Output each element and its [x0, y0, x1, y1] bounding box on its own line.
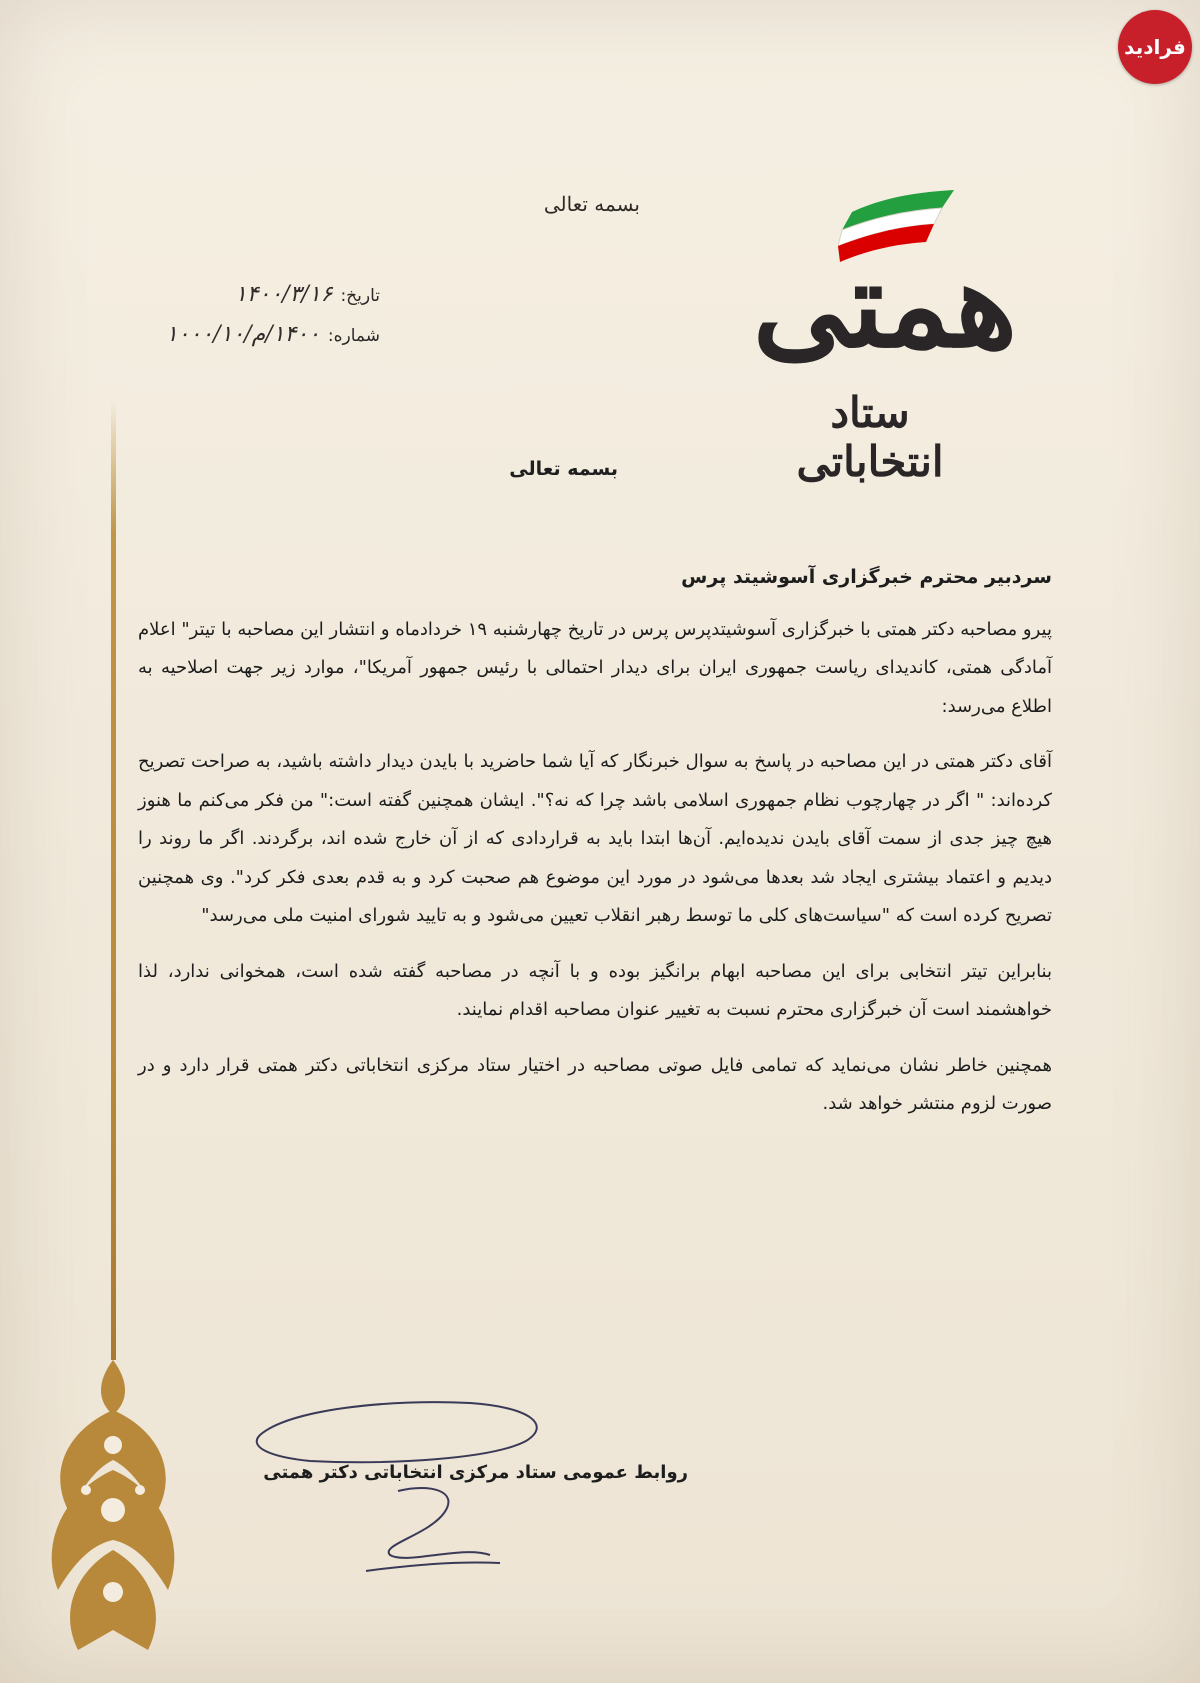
campaign-logo — [720, 190, 1050, 490]
signature-line: روابط عمومی ستاد مرکزی انتخاباتی دکتر همتی — [263, 1462, 688, 1483]
date-label: تاریخ: — [340, 286, 380, 306]
logo-wordmark: همتی — [752, 235, 1018, 374]
ornament-icon — [38, 1360, 188, 1660]
letter-meta — [100, 282, 380, 362]
paragraph-2: آقای دکتر همتی در این مصاحبه در پاسخ به سوال خبرنگار که آیا شما حاضرید با بایدن دیدار داشته باشید، به صراحت تصریح کرده‌اند: " اگر در چهارچوب نظام جمهوری اسلامی باشد چرا که نه؟". ایشان همچنین گفته است:" من فکر می‌کنم ما هنوز هیچ چیز جدی از سمت آقای بایدن ندیده‌ایم. آن‌ها ابتدا باید به قراردادی که از آن خارج شده اند، برگردند. اگر ما روند را دیدیم و اعتماد بیشتری ایجاد شد بعدها می‌شود در مورد این موضوع هم صحبت کرد و به قدم بعدی فکر کرد". وی همچنین تصریح کرده است که "سیاست‌های کلی ما توسط رهبر انقلاب تعیین می‌شود و به تایید شورای امنیت ملی می‌رسد" — [138, 751, 1052, 926]
letter-body — [138, 558, 1052, 1141]
besmeh-heading: بسمه تعالی — [509, 458, 618, 480]
logo-subtitle: ستاد انتخاباتی — [796, 388, 944, 486]
paragraph-3: بنابراین تیتر انتخابی برای این مصاحبه ابهام برانگیز بوده و با آنچه در مصاحبه گفته شده است، همخوانی ندارد، لذا خواهشمند است آن خبرگزاری محترم نسبت به تغییر عنوان مصاحبه اقدام نمایند. — [138, 960, 1052, 1020]
handwritten-invocation: بسمه تعالی — [543, 192, 640, 216]
number-value: ۱۴۰۰/م/۱۰۰۰/۱۰ — [165, 322, 320, 347]
number-label: شماره: — [327, 326, 380, 346]
salutation: سردبیر محترم خبرگزاری آسوشیتد پرس — [681, 566, 1052, 588]
gold-border-line — [111, 400, 116, 1360]
watermark-badge: فرادید — [1118, 10, 1192, 84]
paragraph-4: همچنین خاطر نشان می‌نماید که تمامی فایل صوتی مصاحبه در اختیار ستاد مرکزی انتخاباتی دکتر همتی قرار دارد و در صورت لزوم منتشر خواهد شد. — [138, 1054, 1052, 1114]
paragraph-1: پیرو مصاحبه دکتر همتی با خبرگزاری آسوشیتدپرس پرس در تاریخ چهارشنبه ۱۹ خردادماه و انتشار این مصاحبه با تیتر" اعلام آمادگی همتی، کاندیدای ریاست جمهوری ایران برای دیدار احتمالی با رئیس جمهور آمریکا"، موارد زیر جهت اصلاحیه به اطلاع می‌رسد: — [138, 618, 1052, 717]
date-value: ۱۴۰۰/۳/۱۶ — [234, 282, 333, 307]
handwritten-signature — [230, 1395, 560, 1580]
date-row — [100, 282, 380, 322]
number-row — [100, 322, 380, 362]
